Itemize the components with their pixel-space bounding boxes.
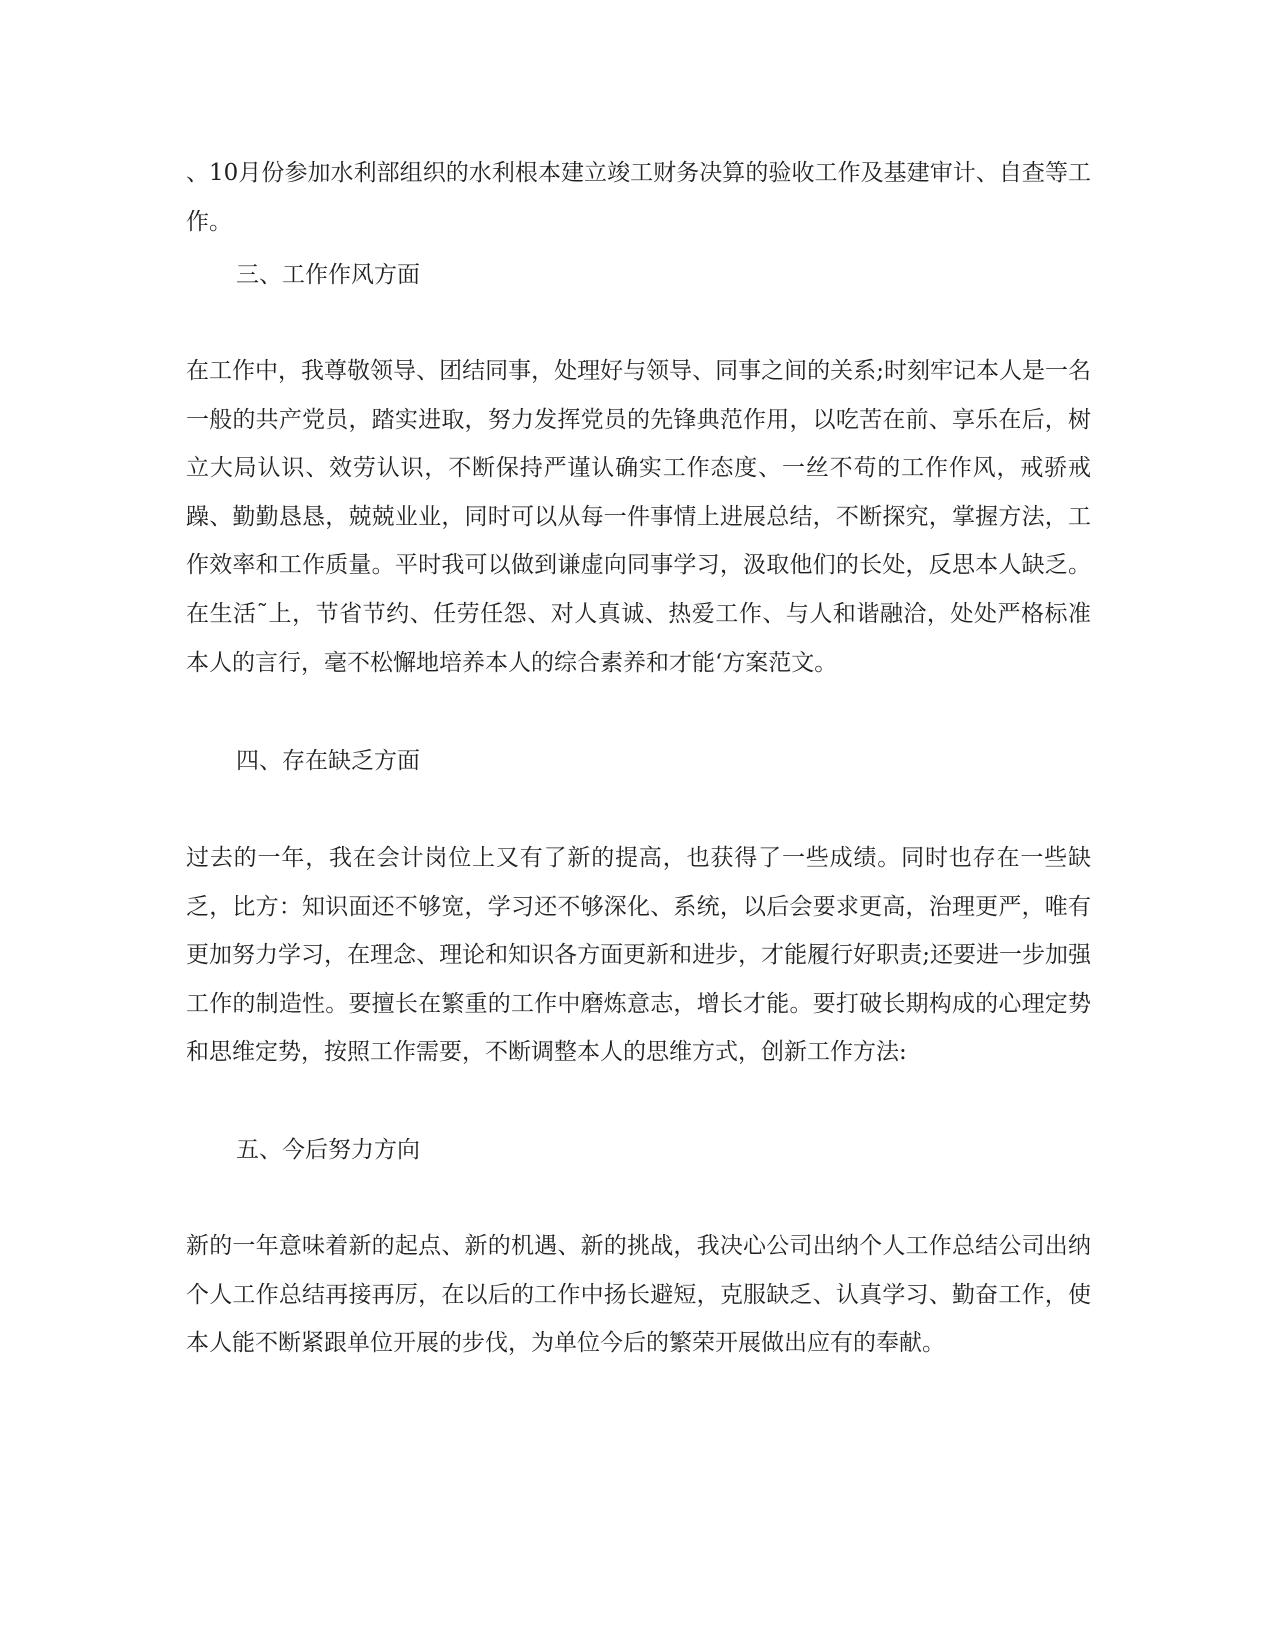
section-3-heading: 三、工作作风方面 — [236, 262, 420, 288]
section-3-paragraph: 在工作中，我尊敬领导、团结同事，处理好与领导、同事之间的关系;时刻牢记本人是一名一般的共产党员，踏实进取，努力发挥党员的先锋典范作用，以吃苦在前、享乐在后，树立大局认识、效劳认识，不断保持严谨认确实工作态度、一丝不苟的工作作风，戒骄戒躁、勤勤恳恳，兢兢业业，同时可以从每一件事情上进展总结，不断探究，掌握方法，工作效率和工作质量。平时我可以做到谦虚向同事学习，汲取他们的长处，反思本人缺乏。在生活˜上，节省节约、任劳任怨、对人真诚、热爱工作、与人和谐融洽，处处严格标准本人的言行，毫不松懈地培养本人的综合素养和才能‘方案范文。 — [186, 358, 1091, 676]
section-4-heading: 四、存在缺乏方面 — [236, 748, 420, 774]
intro-paragraph: 、10月份参加水利部组织的水利根本建立竣工财务决算的验收工作及基建审计、自查等工作。 — [186, 160, 1091, 235]
section-5-heading: 五、今后努力方向 — [236, 1137, 420, 1163]
section-4-paragraph: 过去的一年，我在会计岗位上又有了新的提高，也获得了一些成绩。同时也存在一些缺乏，比方：知识面还不够宽，学习还不够深化、系统，以后会要求更高，治理更严，唯有更加努力学习，在理念、理论和知识各方面更新和进步，才能履行好职责;还要进一步加强工作的制造性。要擅长在繁重的工作中磨炼意志，增长才能。要打破长期构成的心理定势和思维定势，按照工作需要，不断调整本人的思维方式，创新工作方法: — [186, 845, 1091, 1066]
section-5-paragraph: 新的一年意味着新的起点、新的机遇、新的挑战，我决心公司出纳个人工作总结公司出纳个人工作总结再接再厉，在以后的工作中扬长避短，克服缺乏、认真学习、勤奋工作，使本人能不断紧跟单位开展的步伐，为单位今后的繁荣开展做出应有的奉献。 — [186, 1233, 1091, 1357]
